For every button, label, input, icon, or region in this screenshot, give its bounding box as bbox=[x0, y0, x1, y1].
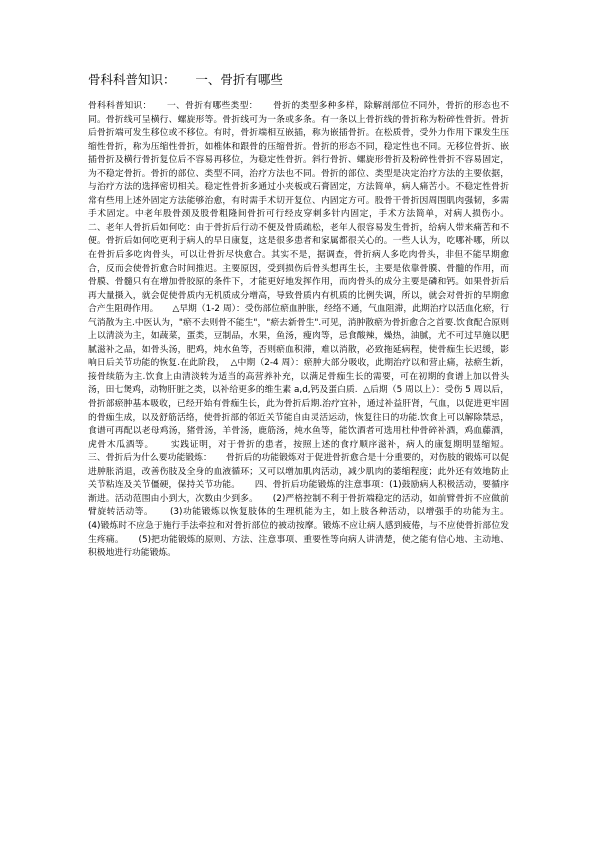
document-body: 骨科科普知识： 一、骨折有哪些类型： 骨折的类型多种多样，除解剖部位不同外，骨折的形态也不同。骨折线可呈横行、螺旋形等。骨折线可为一条或多条。有一条以上骨折线的骨折称为粉碎性骨折。骨折后骨折端可发生移位或不移位。有时，骨折端相互嵌插，称为嵌插骨折。在松质骨，受外力作用下课发生压缩性骨折，称为压缩性骨折，如椎体和跟骨的压缩骨折。骨折的形态不同，稳定性也不同。无移位骨折、嵌插骨折及横行骨折复位后不容易再移位，为稳定性骨折。斜行骨折、螺旋形骨折及粉碎性骨折不容易固定，为不稳定骨折。骨折的部位、类型不同，治疗方法也不同。骨折的部位、类型是决定治疗方法的主要依据，与治疗方法的选择密切相关。稳定性骨折多通过小夹板或石膏固定，方法简单，病人痛苦小。不稳定性骨折常有些用上述外固定方法能够治愈，有时需手术切开复位、内固定方可。股骨干骨折因周围肌肉强韧，多需手术固定。中老年股骨颈及股骨粗隆间骨折可行经皮穿刺多针内固定，手术方法简单，对病人损伤小。 二、老年人骨折后如何吃：由于骨折后行动不便及骨质疏松，老年人很容易发生骨折，给病人带来痛苦和不便。骨折后如何吃更利于病人的早日康复，这是很多患者和家属都很关心的。一些人认为，吃哪补哪，所以在骨折后多吃肉骨头，可以让骨折尽快愈合。其实不是，据调查，骨折病人多吃肉骨头，非但不能早期愈合，反而会使骨折愈合时间推迟。主要原因，受到损伤后骨头想再生长，主要是依靠骨膜、骨髓的作用，而骨膜、骨髓只有在增加骨胶原的条件下，才能更好地发挥作用，而肉骨头的成分主要是磷和钙。如果骨折后再大量摄入，就会促使骨质内无机质成分增高，导致骨质内有机质的比例失调，所以，就会对骨折的早期愈合产生阻碍作用。 △早期（1-2 周）：受伤部位瘀血肿胀，经络不通，气血阻滞，此期治疗以活血化瘀，行气消散为主.中医认为，"瘀不去则骨不能生"，"瘀去新骨生".可见，消肿散瘀为骨折愈合之首要.饮食配合原则上以清淡为主，如蔬菜，蛋类，豆制品，水果，鱼汤，瘦肉等，忌食酸辣，燥热，油腻，尤不可过早施以肥腻滋补之品，如骨头汤，肥鸡，炖水鱼等，否则瘀血积滞，难以消散，必致拖延病程，使骨痂生长迟缓，影响日后关节功能的恢复.在此阶段， △中期（2-4 周）：瘀肿大部分吸收，此期治疗以和营止痛，祛瘀生新，接骨续筋为主.饮食上由清淡转为适当的高营养补充，以满足骨痂生长的需要，可在初期的食谱上加以骨头汤，田七煲鸡，动物肝脏之类，以补给更多的维生素 a,d,钙及蛋白质. △后期（5 周以上）：受伤 5 周以后，骨折部瘀肿基本吸收，已经开始有骨痂生长，此为骨折后期.治疗宜补，通过补益肝肾，气血，以促进更牢固的骨痂生成，以及舒筋活络，使骨折部的邻近关节能自由灵活运动，恢复往日的功能.饮食上可以解除禁忌，食谱可再配以老母鸡汤，猪骨汤，羊骨汤，鹿筋汤，炖水鱼等，能饮酒者可选用杜仲骨碎补酒，鸡血藤酒，虎骨木瓜酒等。 实践证明，对于骨折的患者，按照上述的食疗顺序滋补，病人的康复期明显缩短。 三、骨折后为什么要功能锻炼： 骨折后的功能锻炼对于促进骨折愈合是十分重要的，对伤肢的锻炼可以促进肿胀消退，改善伤肢及全身的血液循环；又可以增加肌肉活动，减少肌肉的萎缩程度；此外还有效地防止关节粘连及关节僵硬，保持关节功能。 四、骨折后功能锻炼的注意事项：(1)鼓励病人积极活动，要循序渐进。活动范围由小到大，次数由少到多。 (2)严格控制不利于骨折端稳定的活动，如前臂骨折不应做前臂旋转活动等。 (3)功能锻炼以恢复肢体的生理机能为主，如上肢各种活动，以增强手的功能为主。 (4)锻炼时不应急于施行手法牵拉和对骨折部位的被动按摩。锻炼不应让病人感到疲倦，与不应使骨折部位发生疼痛。 (5)把功能锻炼的原则、方法、注意事项、重要性等向病人讲清楚，使之能有信心地、主动地、积极地进行功能锻炼。 bbox=[88, 101, 523, 559]
document-page bbox=[88, 72, 523, 561]
document-title: 骨科科普知识： 一、骨折有哪些 bbox=[88, 72, 283, 87]
